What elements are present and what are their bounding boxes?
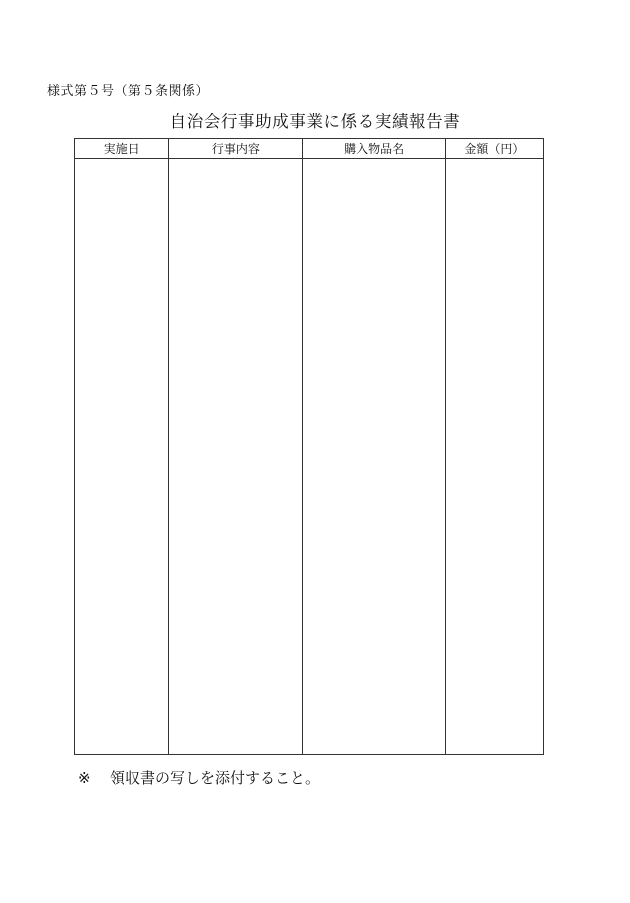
- event-content-cell[interactable]: [169, 159, 303, 755]
- date-cell[interactable]: [75, 159, 169, 755]
- attachment-note: [78, 767, 320, 788]
- form-number: 様式第５号（第５条関係）: [47, 84, 210, 99]
- column-header-event-content: 行事内容: [169, 139, 303, 159]
- table-header-row: [75, 139, 544, 159]
- document-title: 自治会行事助成事業に係る実績報告書: [169, 112, 461, 131]
- item-name-cell[interactable]: [303, 159, 445, 755]
- report-table: [74, 138, 544, 755]
- table-row: [75, 159, 544, 755]
- note-text: 領収書の写しを添付すること。: [110, 769, 321, 787]
- amount-cell[interactable]: [445, 159, 543, 755]
- column-header-amount: 金額（円）: [445, 139, 543, 159]
- column-header-item-name: 購入物品名: [303, 139, 445, 159]
- column-header-date: 実施日: [75, 139, 169, 159]
- note-mark: ※: [78, 769, 91, 787]
